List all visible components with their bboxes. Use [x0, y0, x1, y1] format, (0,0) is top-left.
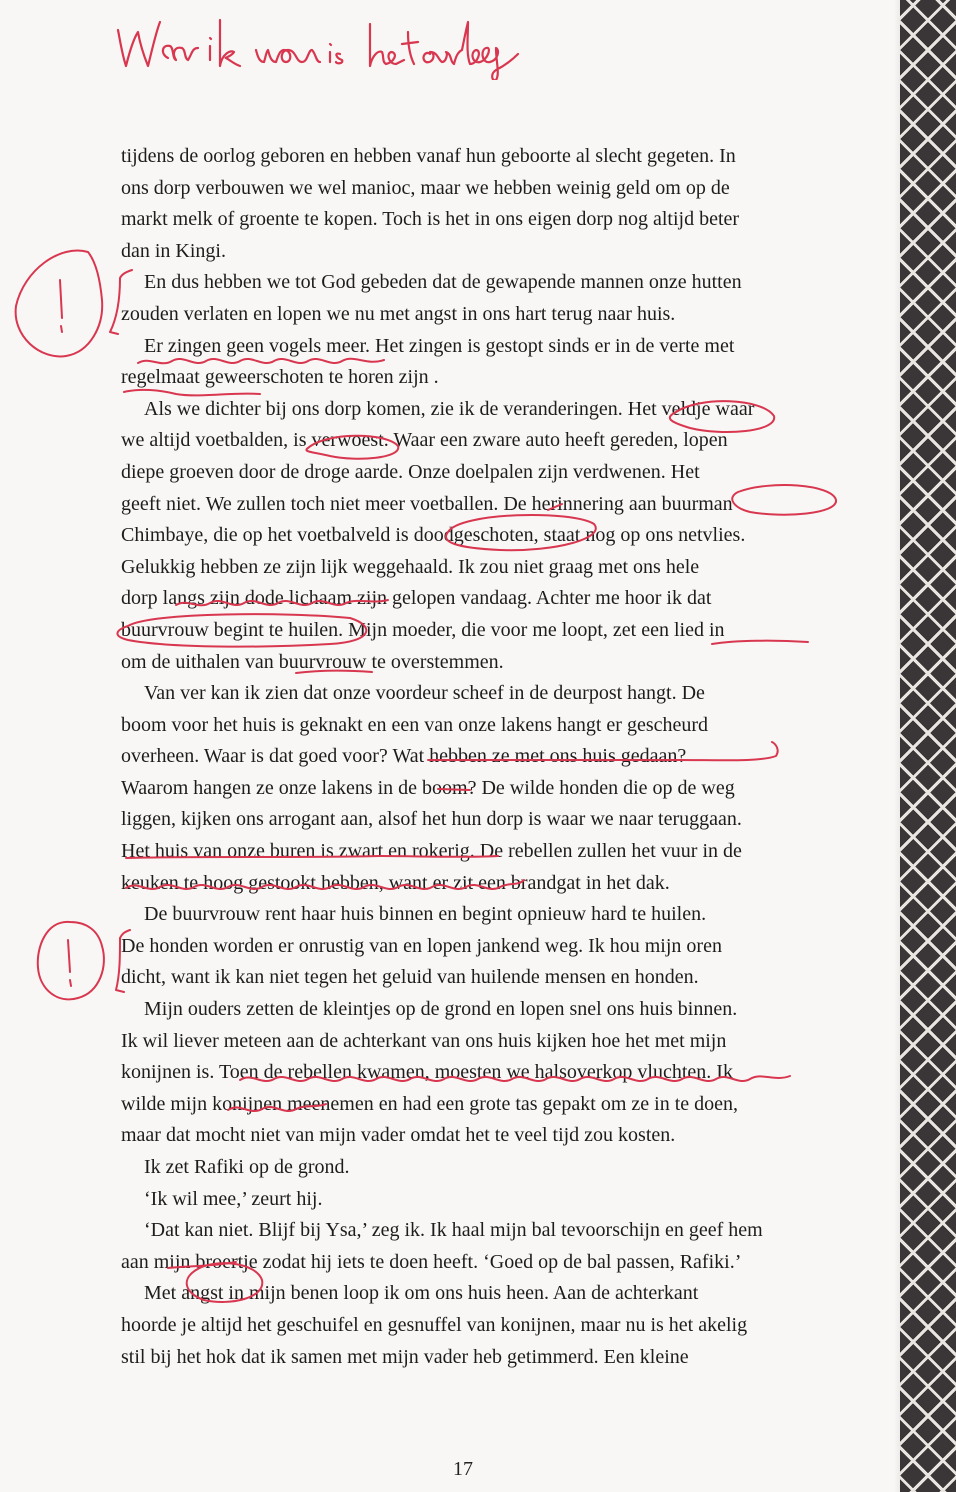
text-line: om de uithalen van buurvrouw te overstemmen. [121, 650, 504, 673]
text-line: Chimbaye, die op het voetbalveld is doodgeschoten, staat nog op ons netvlies. [121, 524, 746, 547]
text-line: zouden verlaten en lopen we nu met angst in ons hart terug naar huis. [121, 302, 676, 325]
text-line: keuken te hoog gestookt hebben, want er zit een brandgat in het dak. [121, 871, 670, 894]
handwritten-heading [116, 10, 596, 80]
text-line: dan in Kingi. [121, 239, 226, 262]
text-line: ‘Ik wil mee,’ zeurt hij. [144, 1187, 323, 1210]
exclamation-circle-icon [16, 251, 103, 357]
text-line: aan mijn broertje zodat hij iets te doen heeft. ‘Goed op de bal passen, Rafiki.’ [121, 1250, 742, 1273]
text-line: Met angst in mijn benen loop ik om ons huis heen. Aan de achterkant [144, 1282, 699, 1305]
text-line: we altijd voetbalden, is verwoest. Waar een zware auto heeft gereden, lopen [121, 429, 728, 452]
text-line: buurvrouw begint te huilen. Mijn moeder, die voor me loopt, zet een lied in [121, 618, 725, 641]
text-line: Als we dichter bij ons dorp komen, zie ik de veranderingen. Het veldje waar [144, 397, 755, 420]
text-line: Gelukkig hebben ze zijn lijk weggehaald. Ik zou niet graag met ons hele [121, 555, 700, 578]
text-line: boom voor het huis is geknakt en een van onze lakens hangt er gescheurd [121, 713, 709, 736]
text-line: Ik zet Rafiki op de grond. [144, 1156, 350, 1178]
text-line: diepe groeven door de droge aarde. Onze doelpalen zijn verdwenen. Het [121, 460, 700, 483]
text-line: ‘Dat kan niet. Blijf bij Ysa,’ zeg ik. Ik haal mijn bal tevoorschijn en geef hem [144, 1219, 763, 1242]
text-line: De buurvrouw rent haar huis binnen en begint opnieuw hard te huilen. [144, 903, 707, 926]
text-line: Ik wil liever meteen aan de achterkant van ons huis kijken hoe het met mijn [121, 1029, 727, 1052]
text-line: Van ver kan ik zien dat onze voordeur scheef in de deurpost hangt. De [144, 682, 705, 705]
page-number: 17 [453, 1458, 473, 1480]
text-line: dorp langs zijn dode lichaam zijn gelopen vandaag. Achter me hoor ik dat [121, 587, 712, 610]
text-line: markt melk of groente te kopen. Toch is het in ons eigen dorp nog altijd beter [121, 208, 740, 231]
text-line: wilde mijn konijnen meenemen en had een grote tas gepakt om ze in te doen, [121, 1092, 739, 1115]
text-line: geeft niet. We zullen toch niet meer voetballen. De herinnering aan buurman [121, 492, 733, 515]
body-text [121, 141, 846, 1373]
text-line: konijnen is. Toen de rebellen kwamen, moesten we halsoverkop vluchten. Ik [121, 1061, 733, 1084]
text-line: dicht, want ik kan niet tegen het geluid van huilende mensen en honden. [121, 966, 699, 989]
text-line: regelmaat geweerschoten te horen zijn . [121, 366, 439, 389]
text-line: Waarom hangen ze onze lakens in de boom? De wilde honden die op de weg [121, 776, 735, 799]
text-line: liggen, kijken ons arrogant aan, alsof het hun dorp is waar we naar teruggaan. [121, 808, 742, 831]
text-line: De honden worden er onrustig van en lopen jankend weg. Ik hou mijn oren [121, 934, 722, 957]
exclamation-circle-icon [38, 922, 104, 999]
text-line: Mijn ouders zetten de kleintjes op de grond en lopen snel ons huis binnen. [144, 998, 738, 1021]
text-line: Er zingen geen vogels meer. Het zingen is gestopt sinds er in de verte met [144, 334, 735, 357]
text-line: hoorde je altijd het geschuifel en gesnuffel van konijnen, maar nu is het akelig [121, 1313, 748, 1336]
text-line: En dus hebben we tot God gebeden dat de gewapende mannen onze hutten [144, 271, 742, 294]
text-line: overheen. Waar is dat goed voor? Wat hebben ze met ons huis gedaan? [121, 745, 687, 768]
text-line: stil bij het hok dat ik samen met mijn vader heb getimmerd. Een kleine [121, 1345, 689, 1368]
text-line: Het huis van onze buren is zwart en rokerig. De rebellen zullen het vuur in de [121, 840, 742, 863]
facing-page-edge [900, 0, 956, 1492]
text-line: tijdens de oorlog geboren en hebben vanaf hun geboorte al slecht gegeten. In [121, 145, 736, 167]
text-line: maar dat mocht niet van mijn vader omdat het te veel tijd zou kosten. [121, 1124, 676, 1147]
text-line: ons dorp verbouwen we wel manioc, maar we hebben weinig geld om op de [121, 176, 730, 199]
